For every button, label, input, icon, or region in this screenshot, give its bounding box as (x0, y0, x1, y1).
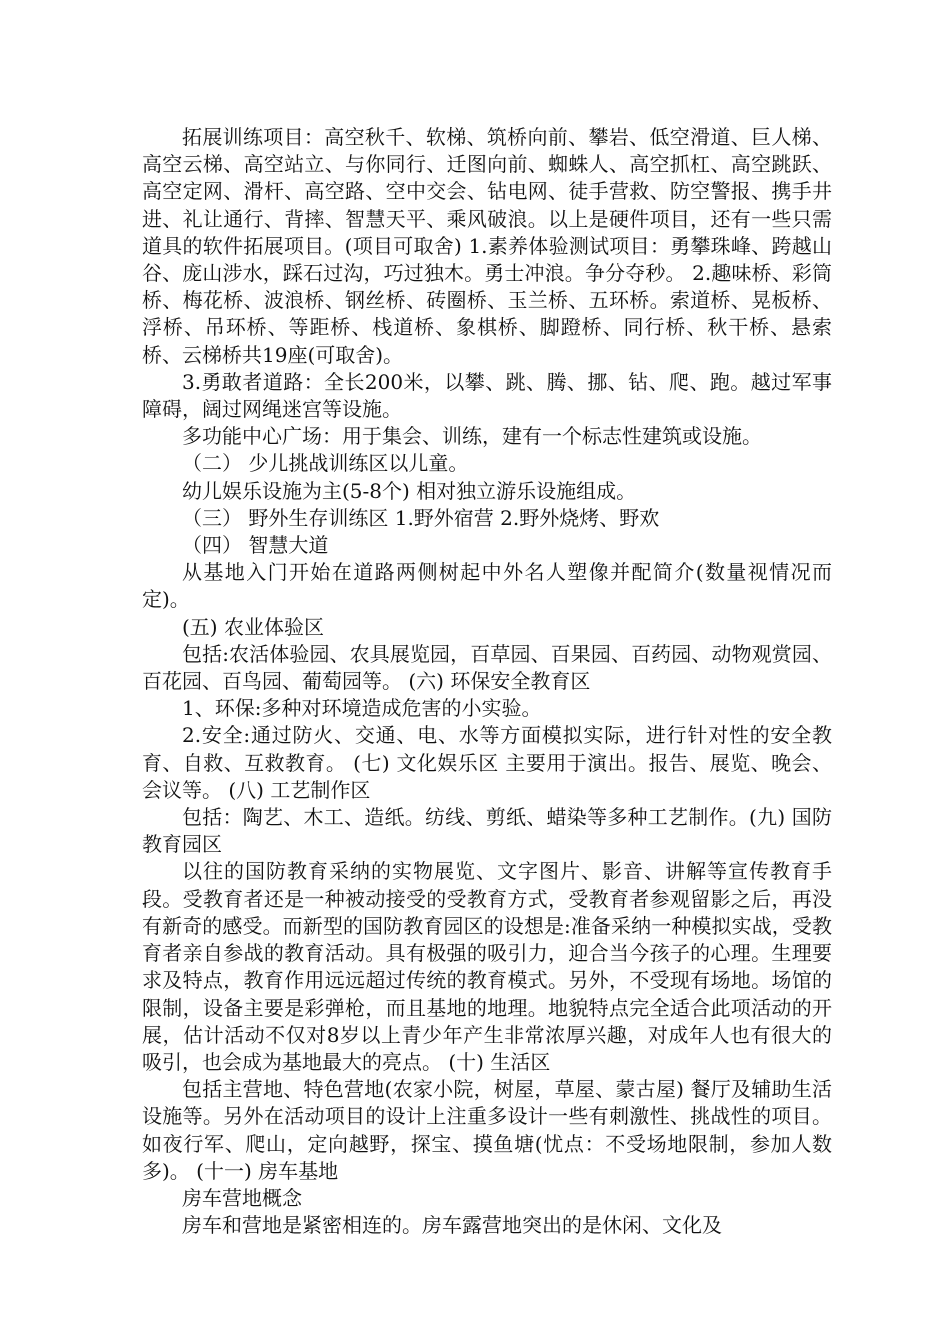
section-heading-3: （三） 野外生存训练区 1.野外宿营 2.野外烧烤、野欢 (182, 505, 660, 530)
paragraph-expansion-training: 拓展训练项目：高空秋千、软梯、筑桥向前、攀岩、低空滑道、巨人梯、高空云梯、高空站立、与你同行、迁图向前、蜘蛛人、高空抓杠、高空跳跃、高空定网、滑杆、高空路、空中交会、钻电网、徒手营救、防空警报、携手井进、礼让通行、背摔、智慧天平、乘风破浪。以上是硬件项目，还有一些只需道具的软件拓展项目。(项目可取舍) 1.素养体验测试项目：勇攀珠峰、跨越山谷、庞山涉水，踩石过沟，巧过独木。勇士冲浪。争分夺秒。 2.趣味桥、彩筒桥、梅花桥、波浪桥、钢丝桥、砖圈桥、玉兰桥、五环桥。索道桥、晃板桥、浮桥、吊环桥、等距桥、栈道桥、象棋桥、脚蹬桥、同行桥、秋干桥、悬索桥、云梯桥共19座(可取舍)。 (142, 125, 832, 367)
paragraph-environment: 1、环保:多种对环境造成危害的小实验。 (182, 696, 542, 721)
paragraph-crafts: 包括：陶艺、木工、造纸。纺线、剪纸、蜡染等多种工艺制作。(九) 国防教育园区 (142, 805, 832, 857)
section-heading-rv-concept: 房车营地概念 (182, 1185, 302, 1210)
paragraph-safety: 2.安全:通过防火、交通、电、水等方面模拟实际，进行针对性的安全教育、自救、互救教育。 (七) 文化娱乐区 主要用于演出。报告、展览、晚会、会议等。 (八) 工艺制作区 (142, 723, 832, 802)
paragraph-brave-road: 3.勇敢者道路：全长200米，以攀、跳、腾、挪、钻、爬、跑。越过军事障碍，阔过网绳迷宫等设施。 (142, 369, 832, 422)
section-heading-2: （二） 少儿挑战训练区以儿童。 (182, 451, 469, 476)
document-page (142, 124, 832, 1239)
section-heading-5: (五) 农业体验区 (182, 614, 324, 639)
paragraph-wisdom-avenue: 从基地入门开始在道路两侧树起中外名人塑像并配简介(数量视情况而定)。 (142, 560, 832, 612)
paragraph-kids-facilities: 幼儿娱乐设施为主(5-8个) 相对独立游乐设施组成。 (182, 478, 637, 503)
paragraph-living-area: 包括主营地、特色营地(农家小院，树屋，草屋、蒙古屋) 餐厅及辅助生活设施等。另外在活动项目的设计上注重多设计一些有刺激性、挑战性的项目。如夜行军、爬山，定向越野，探宝、摸鱼塘(忧点：不受场地限制，参加人数多)。 (十一) 房车基地 (142, 1077, 832, 1183)
paragraph-central-plaza: 多功能中心广场：用于集会、训练，建有一个标志性建筑或设施。 (182, 424, 762, 449)
paragraph-rv-camp: 房车和营地是紧密相连的。房车露营地突出的是休闲、文化及 (182, 1213, 722, 1238)
section-heading-4: （四） 智慧大道 (182, 533, 329, 558)
paragraph-national-defense: 以往的国防教育采纳的实物展览、文字图片、影音、讲解等宣传教育手段。受教育者还是一种被动接受的受教育方式，受教育者参观留影之后，再没有新奇的感受。而新型的国防教育园区的设想是:准备采纳一种模拟实战，受教育者亲自参战的教育活动。具有极强的吸引力，迎合当今孩子的心理。生理要求及特点，教育作用远远超过传统的教育模式。另外，不受现有场地。场馆的限制，设备主要是彩弹枪，而且基地的地理。地貌特点完全适合此项活动的开展，估计活动不仅对8岁以上青少年产生非常浓厚兴趣，对成年人也有很大的吸引，也会成为基地最大的亮点。 (十) 生活区 (142, 859, 832, 1074)
paragraph-agriculture: 包括:农活体验园、农具展览园，百草园、百果园、百药园、动物观赏园、百花园、百鸟园、葡萄园等。 (六) 环保安全教育区 (142, 641, 832, 694)
